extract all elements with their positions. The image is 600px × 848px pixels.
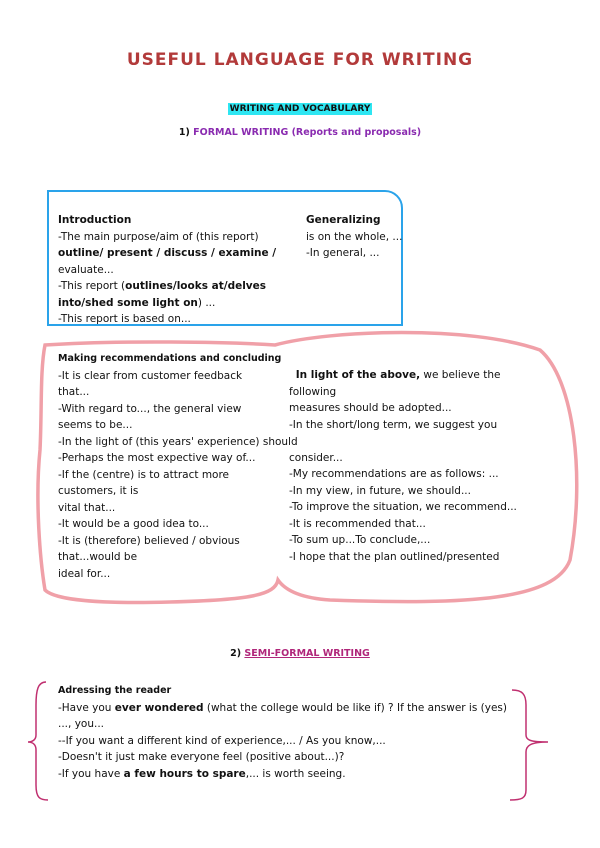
text-segment: --If you want a different kind of experience,... / As you know,... (58, 734, 386, 747)
addressing-reader-line (58, 716, 507, 733)
right-bracket (510, 690, 548, 800)
recommendations-left (58, 351, 298, 582)
recommendation-line: that... (58, 386, 90, 398)
text-segment: a few hours to spare (123, 767, 246, 780)
addressing-reader-heading: Adressing the reader (58, 685, 172, 696)
recommendation-line: -With regard to..., the general view (58, 402, 242, 415)
recommendation-line: ideal for... (58, 567, 111, 580)
recommendation-line: following (289, 385, 337, 398)
introduction-line (58, 295, 276, 312)
addressing-reader-lines (58, 700, 507, 783)
introduction-line (58, 278, 276, 295)
generalizing-line: -In general, ... (306, 247, 380, 259)
recommendation-line: -My recommendations are as follows: ... (289, 468, 499, 480)
recommendation-line: -In the short/long term, we suggest you (289, 418, 498, 431)
recommendation-line: -If the (centre) is to attract more (58, 468, 230, 481)
text-segment: -The main purpose/aim of (this report) (58, 230, 259, 243)
introduction-line (58, 262, 276, 279)
introduction-heading: Introduction (58, 214, 132, 226)
addressing-reader-line (58, 700, 507, 717)
recommendation-line: seems to be... (58, 419, 133, 431)
text-segment: into/shed some light on (58, 296, 198, 309)
addressing-reader-line (58, 749, 507, 766)
recommendation-line: -To improve the situation, we recommend... (289, 501, 517, 513)
recommendations-right (289, 367, 517, 565)
recommendation-first-bold: In light of the above, (295, 369, 421, 381)
introduction-lines (58, 229, 276, 328)
addressing-reader-block (58, 683, 507, 782)
text-segment: ..., you... (58, 718, 104, 730)
text-segment: evaluate... (58, 263, 114, 276)
section-2-heading (0, 648, 600, 659)
recommendation-line: that...would be (58, 551, 138, 563)
text-segment: outlines/looks at/delves (125, 280, 267, 292)
generalizing-block (306, 212, 402, 262)
recommendation-line: -It would be a good idea to... (58, 518, 209, 530)
recommendation-line: -To sum up...To conclude,... (289, 534, 431, 546)
addressing-reader-line (58, 766, 507, 783)
recommendation-line: -It is (therefore) believed / obvious (58, 534, 240, 547)
section-2-label: SEMI-FORMAL WRITING (244, 648, 370, 659)
recommendation-line: customers, it is (58, 485, 139, 497)
text-segment: outline/ present / discuss / examine / (58, 247, 277, 259)
recommendation-line (289, 433, 517, 450)
text-segment: -If you have (58, 767, 124, 780)
text-segment: -This report is based on... (58, 313, 191, 325)
page-title: USEFUL LANGUAGE FOR WRITING (126, 50, 474, 70)
recommendation-line: vital that... (58, 501, 116, 514)
recommendation-line: consider... (289, 451, 343, 464)
text-segment: ,... is worth seeing. (245, 767, 346, 780)
recommendation-line: -In my view, in future, we should... (289, 484, 471, 497)
recommendation-first-rest: we believe the (420, 369, 501, 381)
section-1-number: 1) (178, 127, 190, 138)
recommendation-line: -It is recommended that... (289, 517, 426, 530)
introduction-line (58, 311, 276, 328)
text-segment: ) ... (197, 296, 216, 309)
text-segment: -Doesn't it just make everyone feel (positive about...)? (58, 751, 345, 763)
recommendation-line: -It is clear from customer feedback (58, 369, 243, 382)
recommendation-line: -In the light of (this years' experience) should (58, 435, 298, 448)
introduction-line (58, 229, 276, 246)
subtitle-text: WRITING AND VOCABULARY (229, 104, 371, 114)
section-2-number: 2) (230, 648, 242, 659)
recommendation-line: measures should be adopted... (289, 402, 452, 414)
text-segment: -Have you (58, 701, 115, 714)
recommendation-line: -I hope that the plan outlined/presented (289, 550, 500, 563)
text-segment: -This report ( (58, 280, 126, 292)
left-bracket (28, 682, 48, 800)
recommendations-heading: Making recommendations and concluding (58, 353, 282, 364)
generalizing-heading: Generalizing (306, 214, 381, 226)
introduction-line (58, 245, 276, 262)
introduction-block (58, 212, 276, 328)
text-segment: ever wondered (114, 701, 204, 714)
recommendation-first-line (289, 367, 517, 384)
addressing-reader-line (58, 733, 507, 750)
section-1-label: FORMAL WRITING (Reports and proposals) (193, 127, 422, 138)
text-segment: (what the college would be like if) ? If the answer is (yes) (203, 701, 507, 714)
recommendation-line: -Perhaps the most expective way of... (58, 452, 256, 464)
generalizing-line: is on the whole, ... (306, 230, 403, 243)
